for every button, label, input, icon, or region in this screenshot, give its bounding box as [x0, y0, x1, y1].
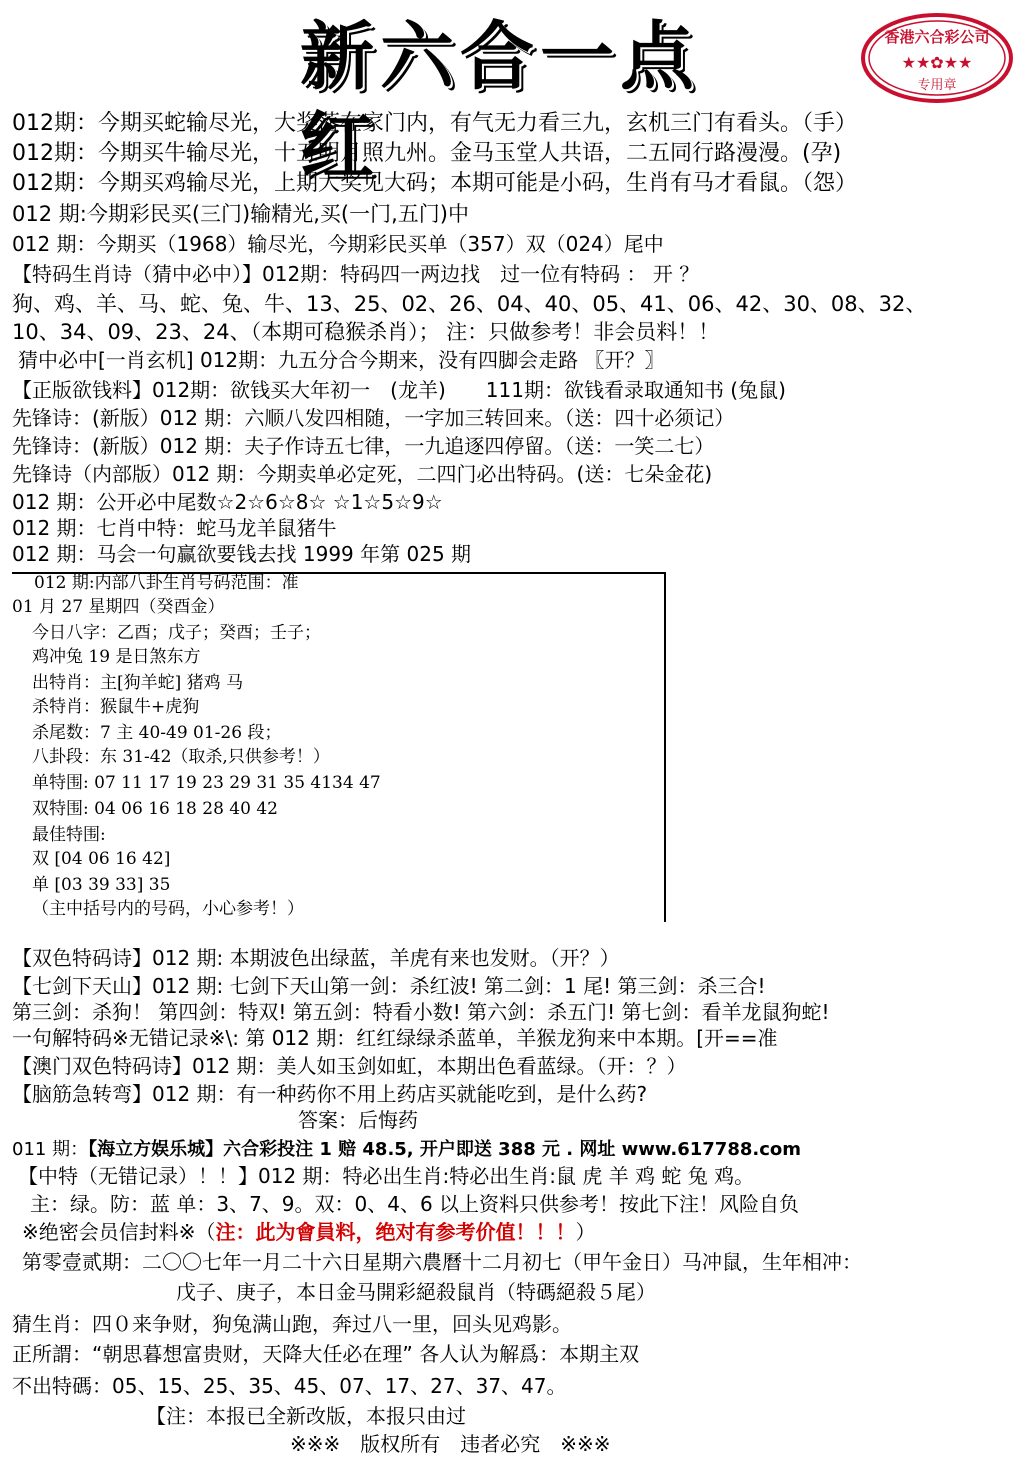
text-line: 【澳门双色特码诗】012 期：美人如玉剑如虹，本期出色看蓝绿。（开：？） — [12, 1054, 687, 1078]
text-line: 012 期：公开必中尾数☆2☆6☆8☆ ☆1☆5☆9☆ — [12, 490, 443, 514]
footer-note: 【注：本报已全新改版，本报只由过 — [146, 1404, 466, 1428]
text-line: 012期：今期买蛇输尽光，大奖落在家门内，有气无力看三九，玄机三门有看头。（手） — [12, 111, 857, 136]
ad-line — [12, 1136, 801, 1164]
text-line: 【脑筋急转弯】012 期：有一种药你不用上药店买就能吃到，是什么药? — [12, 1082, 648, 1106]
box-line: 今日八字：乙酉；戊子；癸酉；壬子； — [32, 623, 321, 643]
text-line: 戊子、庚子，本日金马開彩絕殺鼠肖（特碼絕殺５尾） — [176, 1280, 656, 1304]
box-line: 最佳特围: — [32, 825, 106, 845]
text-line: 012 期:今期彩民买(三门)输精光,买(一门,五门)中 — [12, 202, 469, 226]
box-line: （主中括号内的号码，小心参考！） — [32, 899, 304, 919]
text-line: 【中特（无错记录）！！】012 期：特必出生肖:特必出生肖:鼠 虎 羊 鸡 蛇 兔 鸡。 — [18, 1164, 755, 1188]
text-line: 先锋诗：(新版）012 期：夫子作诗五七律，一九追逐四停留。（送：一笑二七） — [12, 434, 715, 458]
text-line: 012期：今期买鸡输尽光，上期大奖见大码；本期可能是小码，生肖有马才看鼠。（怨） — [12, 171, 857, 196]
box-line: 出特肖：主[狗羊蛇] 猪鸡 马 — [32, 673, 244, 693]
text-line: 先锋诗（内部版）012 期：今期卖单必定死，二四门必出特码。(送：七朵金花) — [12, 462, 713, 486]
text-line: 012 期：七肖中特：蛇马龙羊鼠猪牛 — [12, 516, 337, 540]
box-line: 八卦段：东 31-42（取杀,只供参考！） — [32, 747, 330, 767]
company-seal — [860, 12, 1014, 104]
ad-text: 【海立方娱乐城】六合彩投注 1 赔 48.5, 开户即送 388 元 . 网址 www.617788.com — [88, 1139, 802, 1160]
text-line: 第三剑：杀狗！ 第四剑：特双! 第五剑：特看小数! 第六剑：杀五门! 第七剑：看羊龙鼠狗蛇! — [12, 1000, 830, 1024]
text-line: 狗、鸡、羊、马、蛇、兔、牛、13、25、02、26、04、40、05、41、06、42、30、08、32、 — [12, 292, 927, 316]
box-line: 单特围: 07 11 17 19 23 29 31 35 4134 47 — [32, 773, 381, 793]
copyright: ※※※ 版权所有 违者必究 ※※※ — [290, 1432, 611, 1456]
vip-label: ※绝密会员信封料※（ — [22, 1220, 216, 1244]
box-line: 双 [04 06 16 42] — [32, 849, 171, 869]
vip-close: ） — [575, 1220, 596, 1244]
text-line: 第零壹贰期：二〇〇七年一月二十六日星期六農曆十二月初七（甲午金日）马冲鼠，生年相冲： — [22, 1250, 862, 1274]
text-line: 正所謂：“朝思暮想富贵财，天降大任必在理” 各人认为解爲：本期主双 — [12, 1342, 640, 1366]
text-line: 012 期：马会一句赢欲要钱去找 1999 年第 025 期 — [12, 542, 472, 566]
riddle-answer: 答案：后悔药 — [298, 1108, 418, 1132]
text-line: 主：绿。防：蓝 单：3、7、9。双：0、4、6 以上资料只供参考！按此下注！风险自负 — [30, 1192, 800, 1216]
box-line: 鸡冲兔 19 是日煞东方 — [32, 647, 201, 667]
box-line: 杀特肖：猴鼠牛+虎狗 — [32, 697, 200, 717]
text-line: 【正版欲钱料】012期：欲钱买大年初一 (龙羊) 111期：欲钱看录取通知书 (兔鼠) — [12, 378, 786, 402]
box-line: 双特围: 04 06 16 18 28 40 42 — [32, 799, 278, 819]
text-line: 不出特碼：05、15、25、35、45、07、17、27、37、47。 — [12, 1374, 567, 1398]
seal-top-text: 香港六合彩公司 — [884, 28, 990, 46]
box-line: 单 [03 39 33] 35 — [32, 875, 171, 895]
text-line: 10、34、09、23、24、（本期可稳猴杀肖）； 注：只做参考！非会员料！！ — [12, 320, 720, 344]
vip-note: 注：此为會員料，绝对有参考价值！！！ — [215, 1220, 576, 1244]
text-line: 【特码生肖诗（猜中必中）】012期：特码四一两边找 过一位有特码 ： 开 ？ — [12, 262, 700, 286]
seal-bottom-text: 专用章 — [917, 78, 957, 93]
box-line: 012 期:内部八卦生肖号码范围：准 — [34, 573, 299, 593]
text-line: 012 期：今期买（1968）输尽光，今期彩民买单（357）双（024）尾中 — [12, 232, 664, 256]
box-line: 01 月 27 星期四（癸酉金） — [12, 597, 225, 617]
text-line: 猜生肖：四０来争财，狗兔满山跑，奔过八一里，回头见鸡影。 — [12, 1312, 572, 1336]
box-line: 杀尾数：7 主 40-49 01-26 段； — [32, 723, 282, 743]
text-line: 【双色特码诗】012 期: 本期波色出绿蓝，羊虎有来也发财。（开？） — [12, 946, 620, 970]
ad-prefix: 011 期： — [12, 1139, 89, 1160]
vip-line — [22, 1218, 596, 1246]
text-line: 猜中必中[一肖玄机] 012期：九五分合今期来，没有四脚会走路 〖开？〗 — [18, 348, 665, 372]
text-line: 012期：今期买牛输尽光，十五明月照九州。金马玉堂人共语，二五同行路漫漫。(孕) — [12, 141, 842, 166]
page-title: 新六合一点红 — [300, 14, 700, 190]
seal-stars: ★★✿★★ — [901, 53, 973, 72]
text-line: 一句解特码※无错记录※\: 第 012 期：红红绿绿杀蓝单，羊猴龙狗来中本期。[开==准 — [12, 1026, 778, 1050]
text-line: 先锋诗：(新版）012 期：六顺八发四相随，一字加三转回来。（送：四十必须记） — [12, 406, 735, 430]
text-line: 【七剑下天山】012 期: 七剑下天山第一剑：杀红波! 第二剑：1 尾! 第三剑：杀三合! — [12, 974, 766, 998]
